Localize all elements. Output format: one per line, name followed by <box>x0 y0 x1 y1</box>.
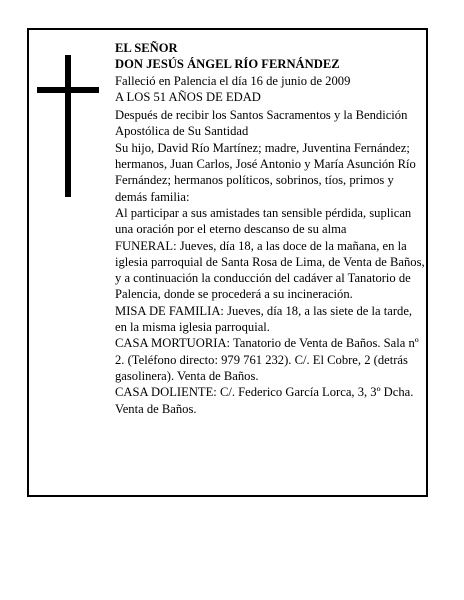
residence-paragraph: CASA DOLIENTE: C/. Federico García Lorca, 3, 3º Dcha. Venta de Baños. <box>115 385 414 416</box>
cross-vertical-bar <box>65 55 71 197</box>
death-notice: Falleció en Palencia el día 16 de junio de 2009 <box>115 73 351 88</box>
mortuary-paragraph: CASA MORTUORIA: Tanatorio de Venta de Baños. Sala nº 2. (Teléfono directo: 979 761 232). C/. El Cobre, 2 (detrás gasolinera). Venta de Baños. <box>115 336 419 383</box>
age-line: A LOS 51 AÑOS DE EDAD <box>115 89 261 104</box>
request-paragraph: Al participar a sus amistades tan sensible pérdida, suplican una oración por el eterno descanso de su alma <box>115 205 412 237</box>
mass-paragraph: MISA DE FAMILIA: Jueves, día 18, a las siete de la tarde, en la misma iglesia parroquial. <box>115 303 413 335</box>
funeral-paragraph: FUNERAL: Jueves, día 18, a las doce de la mañana, en la iglesia parroquial de Santa Rosa de Lima, de Venta de Baños, y a continuación la conducción del cadáver al Tanatorio de Palencia, donde se procederá a su incineración. <box>115 238 425 302</box>
cross-horizontal-bar <box>37 87 99 93</box>
obituary-text <box>115 40 425 417</box>
deceased-name: DON JESÚS ÁNGEL RÍO FERNÁNDEZ <box>115 57 340 72</box>
family-paragraph: Su hijo, David Río Martínez; madre, Juventina Fernández; hermanos, Juan Carlos, José Antonio y María Asunción Río Fernández; hermanos políticos, sobrinos, tíos, primos y demás familia: <box>115 140 416 204</box>
sacraments-paragraph: Después de recibir los Santos Sacramentos y la Bendición Apostólica de Su Santidad <box>115 108 408 139</box>
heading-title: EL SEÑOR <box>115 41 178 55</box>
cross-icon <box>37 55 99 197</box>
